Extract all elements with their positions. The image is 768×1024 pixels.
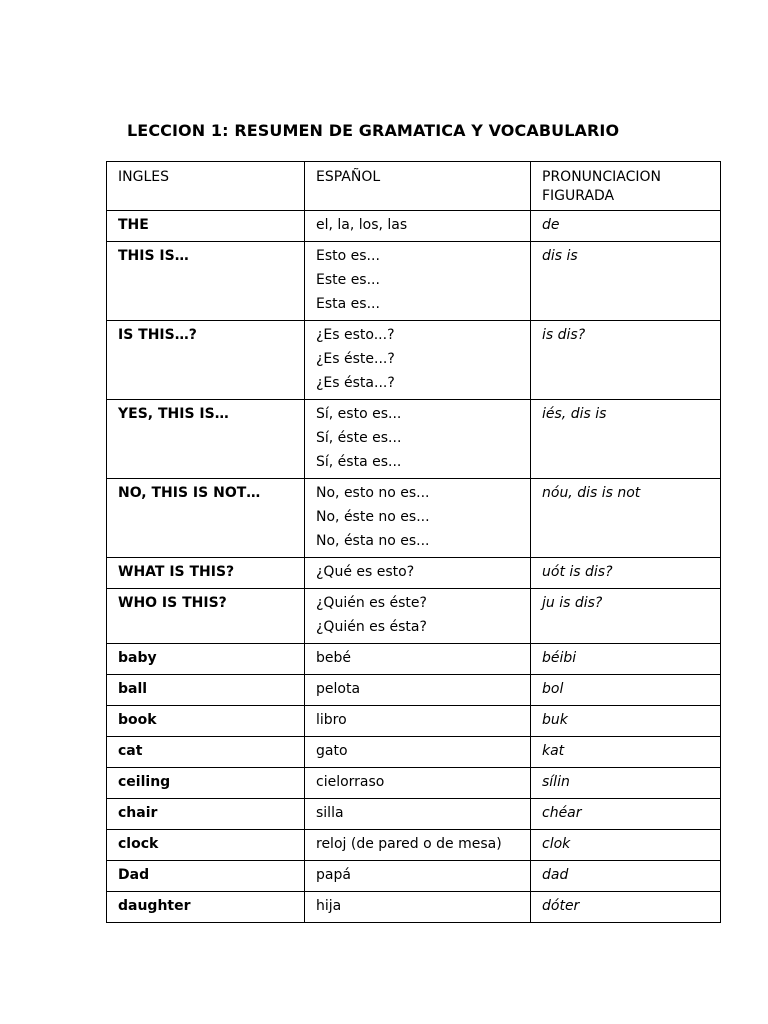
spanish-translation-line: hija bbox=[316, 898, 342, 914]
table-row bbox=[107, 706, 721, 737]
table-header-row bbox=[107, 162, 721, 211]
table-row bbox=[107, 242, 721, 321]
spanish-translation bbox=[305, 644, 531, 675]
table-row bbox=[107, 321, 721, 400]
figurative-pronunciation: béibi bbox=[531, 644, 721, 675]
vocabulary-table-body bbox=[107, 162, 721, 923]
spanish-translation-line: gato bbox=[316, 743, 348, 759]
figurative-pronunciation: uót is dis? bbox=[531, 558, 721, 589]
spanish-translation bbox=[305, 675, 531, 706]
table-row bbox=[107, 861, 721, 892]
table-row bbox=[107, 892, 721, 923]
spanish-translation bbox=[305, 211, 531, 242]
english-term: WHO IS THIS? bbox=[107, 589, 305, 644]
figurative-pronunciation: iés, dis is bbox=[531, 400, 721, 479]
figurative-pronunciation: clok bbox=[531, 830, 721, 861]
header-cell-espanol bbox=[305, 162, 531, 211]
header-cell-ingles bbox=[107, 162, 305, 211]
english-term: cat bbox=[107, 737, 305, 768]
english-term: baby bbox=[107, 644, 305, 675]
page-title: LECCION 1: RESUMEN DE GRAMATICA Y VOCABULARIO bbox=[127, 121, 620, 140]
spanish-translation-line: libro bbox=[316, 712, 347, 728]
spanish-translation-line: No, esto no es... bbox=[316, 485, 430, 501]
english-term: NO, THIS IS NOT… bbox=[107, 479, 305, 558]
figurative-pronunciation: bol bbox=[531, 675, 721, 706]
vocabulary-table bbox=[106, 161, 721, 923]
english-term: ball bbox=[107, 675, 305, 706]
spanish-translation bbox=[305, 479, 531, 558]
spanish-translation-line: papá bbox=[316, 867, 351, 883]
spanish-translation-line: silla bbox=[316, 805, 344, 821]
spanish-translation-line: reloj (de pared o de mesa) bbox=[316, 836, 502, 852]
spanish-translation-line: Sí, esto es... bbox=[316, 406, 402, 422]
table-row bbox=[107, 558, 721, 589]
spanish-translation-line: bebé bbox=[316, 650, 351, 666]
spanish-translation-line: ¿Es esto...? bbox=[316, 327, 395, 343]
spanish-translation-line: ¿Qué es esto? bbox=[316, 564, 415, 580]
figurative-pronunciation: nóu, dis is not bbox=[531, 479, 721, 558]
figurative-pronunciation: dad bbox=[531, 861, 721, 892]
figurative-pronunciation: chéar bbox=[531, 799, 721, 830]
spanish-translation bbox=[305, 321, 531, 400]
spanish-translation-line: Sí, éste es... bbox=[316, 430, 402, 446]
table-row bbox=[107, 675, 721, 706]
english-term: chair bbox=[107, 799, 305, 830]
english-term: THIS IS… bbox=[107, 242, 305, 321]
table-row bbox=[107, 589, 721, 644]
figurative-pronunciation: kat bbox=[531, 737, 721, 768]
spanish-translation-line: el, la, los, las bbox=[316, 217, 408, 233]
spanish-translation-line: ¿Es ésta...? bbox=[316, 375, 395, 391]
spanish-translation bbox=[305, 558, 531, 589]
english-term: WHAT IS THIS? bbox=[107, 558, 305, 589]
spanish-translation-line: Este es... bbox=[316, 272, 380, 288]
figurative-pronunciation: ju is dis? bbox=[531, 589, 721, 644]
english-term: THE bbox=[107, 211, 305, 242]
spanish-translation bbox=[305, 400, 531, 479]
spanish-translation-line: No, éste no es... bbox=[316, 509, 430, 525]
table-row bbox=[107, 211, 721, 242]
spanish-translation-line: cielorraso bbox=[316, 774, 385, 790]
header-ingles-label: INGLES bbox=[118, 169, 169, 185]
figurative-pronunciation: buk bbox=[531, 706, 721, 737]
english-term: clock bbox=[107, 830, 305, 861]
spanish-translation-line: ¿Quién es ésta? bbox=[316, 619, 427, 635]
spanish-translation bbox=[305, 768, 531, 799]
spanish-translation-line: ¿Es éste...? bbox=[316, 351, 395, 367]
english-term: YES, THIS IS… bbox=[107, 400, 305, 479]
english-term: IS THIS…? bbox=[107, 321, 305, 400]
spanish-translation-line: Esto es... bbox=[316, 248, 380, 264]
figurative-pronunciation: de bbox=[531, 211, 721, 242]
table-row bbox=[107, 799, 721, 830]
spanish-translation bbox=[305, 892, 531, 923]
table-row bbox=[107, 768, 721, 799]
table-row bbox=[107, 830, 721, 861]
spanish-translation bbox=[305, 861, 531, 892]
spanish-translation-line: Sí, ésta es... bbox=[316, 454, 402, 470]
header-pronunciacion-label: PRONUNCIACION FIGURADA bbox=[542, 169, 662, 204]
table-row bbox=[107, 400, 721, 479]
spanish-translation-line: pelota bbox=[316, 681, 361, 697]
spanish-translation bbox=[305, 242, 531, 321]
english-term: ceiling bbox=[107, 768, 305, 799]
spanish-translation bbox=[305, 589, 531, 644]
header-cell-pronunciacion bbox=[531, 162, 721, 211]
english-term: daughter bbox=[107, 892, 305, 923]
table-row bbox=[107, 644, 721, 675]
figurative-pronunciation: sílin bbox=[531, 768, 721, 799]
spanish-translation-line: ¿Quién es éste? bbox=[316, 595, 427, 611]
english-term: book bbox=[107, 706, 305, 737]
figurative-pronunciation: dóter bbox=[531, 892, 721, 923]
figurative-pronunciation: dis is bbox=[531, 242, 721, 321]
table-row bbox=[107, 737, 721, 768]
spanish-translation-line: Esta es... bbox=[316, 296, 380, 312]
table-row bbox=[107, 479, 721, 558]
header-espanol-label: ESPAÑOL bbox=[316, 169, 381, 185]
spanish-translation bbox=[305, 830, 531, 861]
spanish-translation-line: No, ésta no es... bbox=[316, 533, 430, 549]
spanish-translation bbox=[305, 737, 531, 768]
figurative-pronunciation: is dis? bbox=[531, 321, 721, 400]
spanish-translation bbox=[305, 706, 531, 737]
spanish-translation bbox=[305, 799, 531, 830]
english-term: Dad bbox=[107, 861, 305, 892]
